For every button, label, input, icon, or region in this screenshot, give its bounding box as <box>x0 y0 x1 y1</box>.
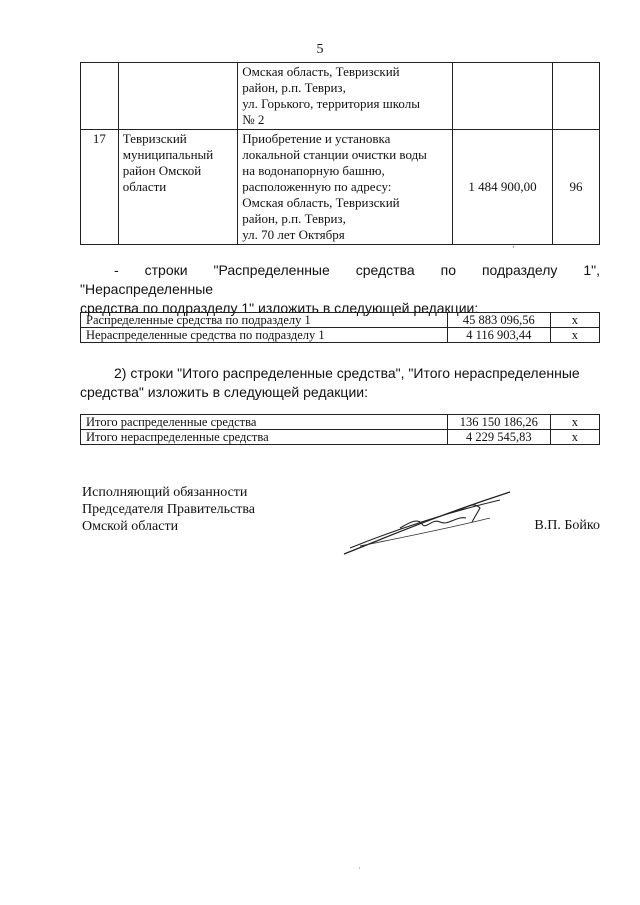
paragraph-line: 2) строки "Итого распределенные средства", "Итого нераспределенные <box>114 365 580 381</box>
paragraph-line: средства" изложить в следующей редакции: <box>80 384 368 400</box>
district-line: муниципальный <box>122 147 214 162</box>
table-row <box>81 63 600 130</box>
totals-table <box>80 414 600 445</box>
description-line: ул. 70 лет Октября <box>242 227 345 242</box>
row-label: Нераспределенные средства по подразделу 1 <box>81 328 448 343</box>
table-row <box>81 130 600 245</box>
district-line: Тевризский <box>122 131 187 146</box>
table-row <box>81 328 600 343</box>
signatory-name: В.П. Бойко <box>534 518 600 533</box>
district-cell <box>118 130 237 245</box>
page-number: 5 <box>316 42 324 57</box>
signatory-title-line: Исполняющий обязанности <box>82 485 248 500</box>
district-line: район Омской <box>122 163 202 178</box>
description-line: расположенную по адресу: <box>242 179 392 194</box>
signatory-title-line: Омской области <box>82 519 179 534</box>
row-amount: 4 229 545,83 <box>447 430 550 445</box>
percent-cell: 96 <box>552 130 599 245</box>
table-row <box>81 313 600 328</box>
description-line: Омская область, Тевризский <box>242 195 400 210</box>
row-number-cell <box>81 63 119 130</box>
table-row <box>81 430 600 445</box>
signatory-title <box>82 484 255 535</box>
row-label: Итого распределенные средства <box>81 415 448 430</box>
row-amount: 4 116 903,44 <box>447 328 550 343</box>
paragraph-line: - строки "Распределенные средства по подразделу 1", "Нераспределенные <box>80 262 600 297</box>
amount-cell <box>453 63 553 130</box>
row-label: Распределенные средства по подразделу 1 <box>81 313 448 328</box>
description-line: Омская область, Тевризский <box>242 64 400 79</box>
description-cell <box>238 63 453 130</box>
description-line: район, р.п. Тевриз, <box>242 211 346 226</box>
paragraph-subsection-1 <box>80 261 600 318</box>
row-amount: 45 883 096,56 <box>447 313 550 328</box>
row-x: х <box>550 313 599 328</box>
subsection-1-table <box>80 312 600 343</box>
description-line: на водонапорную башню, <box>242 163 385 178</box>
table-row <box>81 415 600 430</box>
percent-cell <box>552 63 599 130</box>
row-x: х <box>550 415 599 430</box>
amount-cell: 1 484 900,00 <box>453 130 553 245</box>
paragraph-totals <box>80 364 600 402</box>
row-x: х <box>550 328 599 343</box>
description-line: Приобретение и установка <box>242 131 391 146</box>
district-line: области <box>122 179 167 194</box>
description-line: ул. Горького, территория школы <box>242 96 420 111</box>
description-cell <box>238 130 453 245</box>
description-line: район, р.п. Тевриз, <box>242 80 346 95</box>
signatory-title-line: Председателя Правительства <box>82 502 256 517</box>
scan-speck: ‚ <box>512 240 515 249</box>
district-cell <box>118 63 237 130</box>
funding-table <box>80 62 600 245</box>
row-amount: 136 150 186,26 <box>447 415 550 430</box>
scan-speck: · <box>358 864 361 873</box>
paragraph-line: средства по подразделу 1" изложить в следующей редакции: <box>80 300 479 316</box>
row-label: Итого нераспределенные средства <box>81 430 448 445</box>
description-line: локальной станции очистки воды <box>242 147 427 162</box>
row-x: х <box>550 430 599 445</box>
row-number-cell: 17 <box>81 130 119 245</box>
handwritten-signature <box>340 488 520 558</box>
description-line: № 2 <box>242 112 265 127</box>
